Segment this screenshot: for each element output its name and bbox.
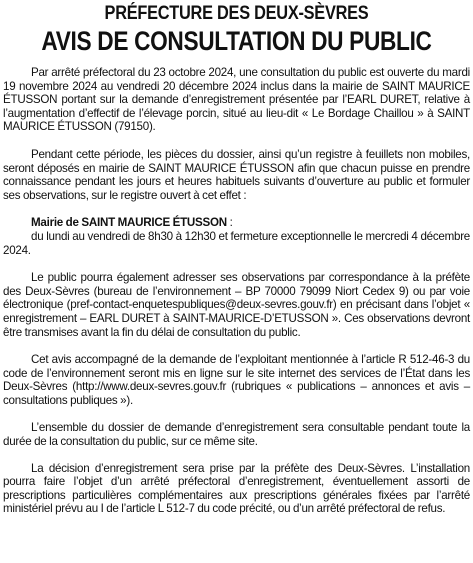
prefecture-heading: PRÉFECTURE DES DEUX-SÈVRES	[104, 3, 369, 24]
paragraph-correspondence: Le public pourra également adresser ses observations par correspondance à la préfète des Deux-Sèvres (bureau de l’environnement – BP 70000 79099 Niort Cedex 9) ou par voie électronique (pref-contact-enquetespubliques@deux-sevres.gouv.fr) en précisant dans l’objet « enregistrement – EARL DURET à SAINT-MAURICE-D’ETUSSON ». Ces observations devront être transmises avant la fin du délai de consultation du public.	[3, 271, 470, 339]
notice-title: AVIS DE CONSULTATION DU PUBLIC	[41, 26, 432, 56]
mairie-name: Mairie de SAINT MAURICE ÉTUSSON	[31, 216, 227, 230]
mairie-heading	[3, 216, 470, 230]
paragraph-documents-deposit: Pendant cette période, les pièces du dossier, ainsi qu’un registre à feuillets non mobiles, seront déposés en mairie de SAINT MAURICE ÉTUSSON afin que chacun puisse en prendre connaissance pendant les jours et heures habituels suivants d’ouverture au public et formuler ses observations, sur le registre ouvert à cet effet :	[3, 147, 470, 202]
paragraph-decision: La décision d’enregistrement sera prise par la préfète des Deux-Sèvres. L’installation pourra faire l’objet d’un arrêté préfectoral d’enregistrement, éventuellement assorti de prescriptions particulières complémentaires aux prescriptions générales fixées par l’arrêté ministériel prévu au I de l’article L 512-7 du code précité, ou d’un arrêté préfectoral de refus.	[3, 461, 470, 516]
paragraph-dossier-availability: L’ensemble du dossier de demande d’enregistrement sera consultable pendant toute la durée de la consultation du public, sur ce même site.	[3, 421, 470, 449]
notice-body	[3, 66, 470, 516]
paragraph-online-publication: Cet avis accompagné de la demande de l’exploitant mentionnée à l’article R 512-46-3 du code de l’environnement seront mis en ligne sur le site internet des services de l’État dans les Deux-Sèvres (http://www.deux-sevres.gouv.fr (rubriques « publications – annonces et avis – consultations publiques »).	[3, 353, 470, 407]
paragraph-consultation-dates: Par arrêté préfectoral du 23 octobre 2024, une consultation du public est ouverte du mardi 19 novembre 2024 au vendredi 20 décembre 2024 inclus dans la mairie de SAINT MAURICE ÉTUSSON portant sur la demande d’enregistrement présentée par l’EARL DURET, relative à l’augmentation d’effectif de l’élevage porcin, situé au lieu-dit « Le Bordage Chaillou » à SAINT MAURICE ÉTUSSON (79150).	[3, 66, 470, 134]
mairie-colon: :	[226, 216, 233, 230]
mairie-hours: du lundi au vendredi de 8h30 à 12h30 et fermeture exceptionnelle le mercredi 4 décembre 2024.	[3, 229, 470, 257]
